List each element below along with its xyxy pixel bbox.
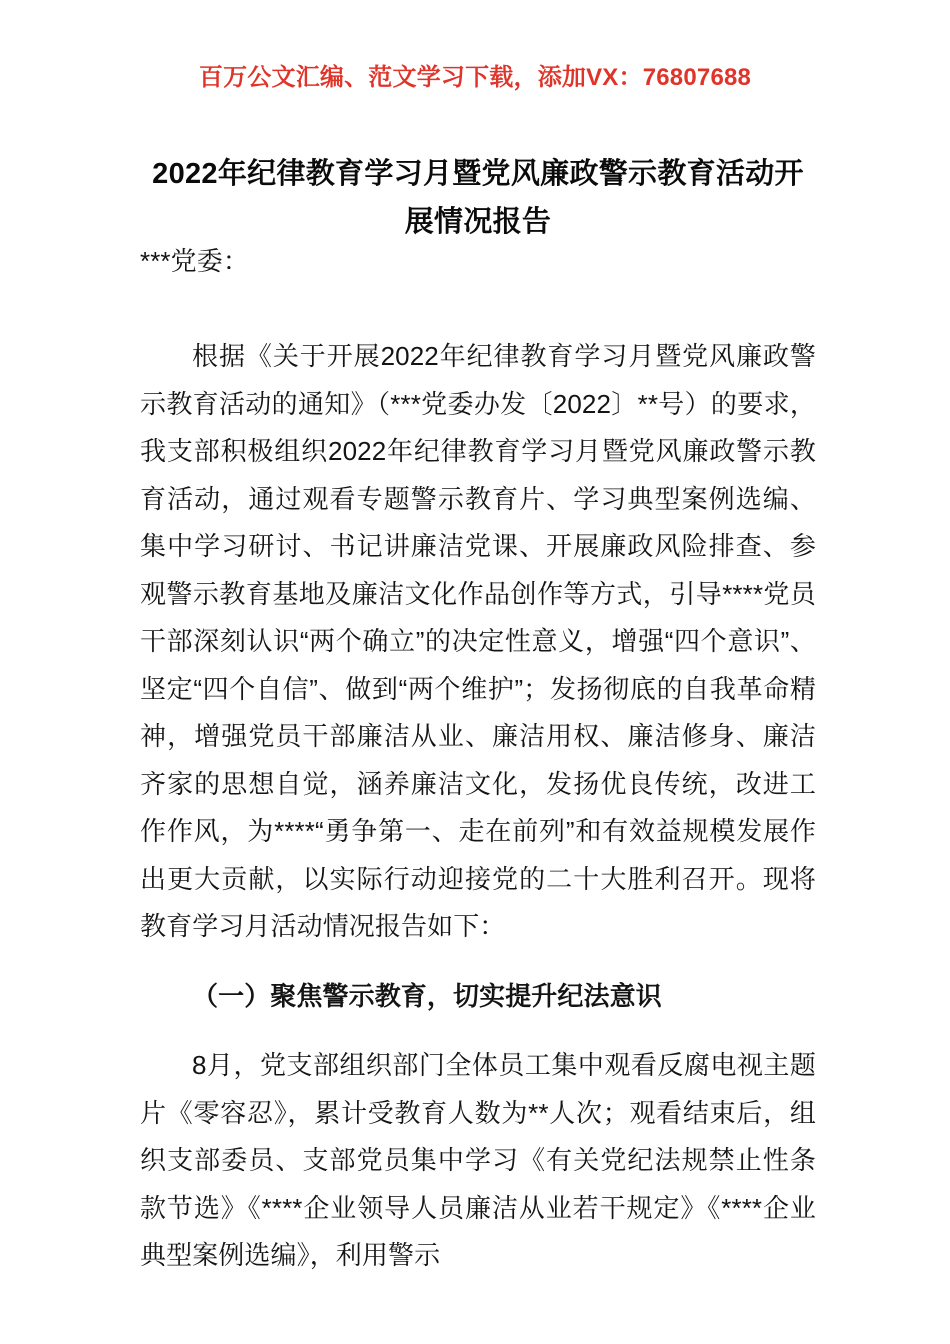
section-heading-one: （一）聚焦警示教育，切实提升纪法意识 bbox=[192, 980, 662, 1011]
section-gap bbox=[140, 951, 816, 973]
paragraph-opening: 根据《关于开展2022年纪律教育学习月暨党风廉政警示教育活动的通知》（***党委办发〔2022〕**号）的要求，我支部积极组织2022年纪律教育学习月暨党风廉政警示教育活动，通过观看专题警示教育片、学习典型案例选编、集中学习研讨、书记讲廉洁党课、开展廉政风险排查、参观警示教育基地及廉洁文化作品创作等方式，引导****党员干部深刻认识“两个确立”的决定性意义，增强“四个意识”、坚定“四个自信”、做到“两个维护”；发扬彻底的自我革命精神，增强党员干部廉洁从业、廉洁用权、廉洁修身、廉洁齐家的思想自觉，涵养廉洁文化，发扬优良传统，改进工作作风，为****“勇争第一、走在前列”和有效益规模发展作出更大贡献，以实际行动迎接党的二十大胜利召开。现将教育学习月活动情况报告如下： bbox=[140, 341, 816, 941]
page-title: 2022年纪律教育学习月暨党风廉政警示教育活动开展情况报告 bbox=[152, 158, 804, 239]
salutation-line: ***党委： bbox=[140, 246, 249, 276]
paragraph-gap bbox=[140, 286, 816, 334]
heading-gap bbox=[140, 1020, 816, 1042]
section-one-paragraph: 8月，党支部组织部门全体员工集中观看反腐电视主题片《零容忍》，累计受教育人数为**人次；观看结束后，组织支部委员、支部党员集中学习《有关党纪法规禁止性条款节选》《****企业领导人员廉洁从业若干规定》《****企业典型案例选编》，利用警示 bbox=[140, 1050, 816, 1270]
document-body bbox=[140, 238, 816, 1280]
promo-watermark-header: 百万公文汇编、范文学习下载，添加VX：76807688 bbox=[198, 64, 752, 91]
